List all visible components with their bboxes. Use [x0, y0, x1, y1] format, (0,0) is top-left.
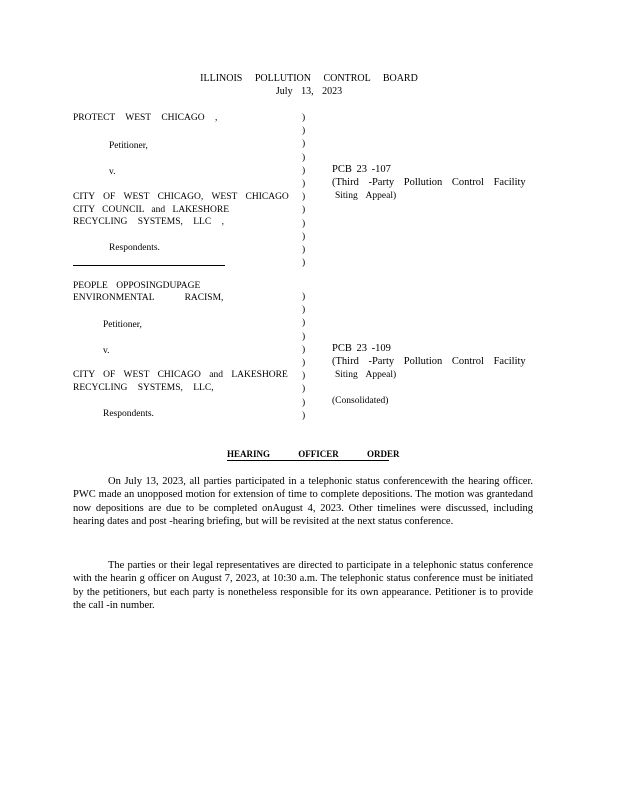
case1-petitioner-name: PROTECT WEST CHICAGO , [73, 113, 218, 123]
case1-type: (Third -Party Pollution Control Facility [332, 177, 526, 188]
case2-consolidated: (Consolidated) [332, 396, 389, 406]
case2-versus: v. [103, 346, 110, 356]
case1-paren-column: ) ) ) ) ) ) ) ) ) ) ) ) [302, 113, 306, 269]
board-name: ILLINOIS POLLUTION CONTROL BOARD [200, 73, 418, 84]
order-date: July 13, 2023 [275, 86, 343, 97]
case2-respondent-role: Respondents. [103, 409, 154, 419]
caption-divider [73, 265, 225, 266]
case2-type: (Third -Party Pollution Control Facility [332, 356, 526, 367]
case1-respondent-line1: CITY OF WEST CHICAGO, WEST CHICAGO [73, 192, 289, 202]
case2-number: PCB 23 -109 [332, 343, 391, 354]
case1-respondent-line3: RECYCLING SYSTEMS, LLC , [73, 217, 224, 227]
case2-petitioner-line2: ENVIRONMENTAL RACISM, [73, 293, 224, 303]
order-paragraph-2-text: The parties or their legal representatives are directed to participate in a telephonic status conference with the hearin g officer on August 7, 2023, at 10:30 a.m. The telephonic status conference must be initiated by the petitioners, but each party is nonetheless responsible for its own appearance. Petitioner is to provide the call -in number. [73, 560, 533, 611]
case2-paren-column: ) ) ) ) ) ) ) ) ) ) [302, 292, 306, 421]
case1-respondent-line2: CITY COUNCIL and LAKESHORE [73, 205, 229, 215]
case1-versus: v. [109, 167, 116, 177]
case2-petitioner-line1: PEOPLE OPPOSINGDUPAGE [73, 281, 201, 291]
case2-petitioner-role: Petitioner, [103, 320, 142, 330]
case2-respondent-line1: CITY OF WEST CHICAGO and LAKESHORE [73, 370, 288, 380]
order-paragraph-2 [73, 559, 533, 612]
order-paragraph-1 [73, 475, 533, 528]
case1-type2: Siting Appeal) [335, 191, 397, 201]
case2-respondent-line2: RECYCLING SYSTEMS, LLC, [73, 383, 214, 393]
order-title: HEARING OFFICER ORDER [227, 449, 400, 459]
case1-respondent-role: Respondents. [109, 243, 160, 253]
case2-type2: Siting Appeal) [335, 370, 397, 380]
case1-petitioner-role: Petitioner, [109, 141, 148, 151]
order-paragraph-1-text: On July 13, 2023, all parties participated in a telephonic status conferencewith the hearing officer. PWC made an unopposed motion for extension of time to complete depositions. The motion was grantedand now depositions are due to be completed onAugust 4, 2023. Other timelines were discussed, including hearing dates and post -hearing briefing, but will be revisited at the next status conference. [73, 476, 533, 527]
case1-number: PCB 23 -107 [332, 164, 391, 175]
